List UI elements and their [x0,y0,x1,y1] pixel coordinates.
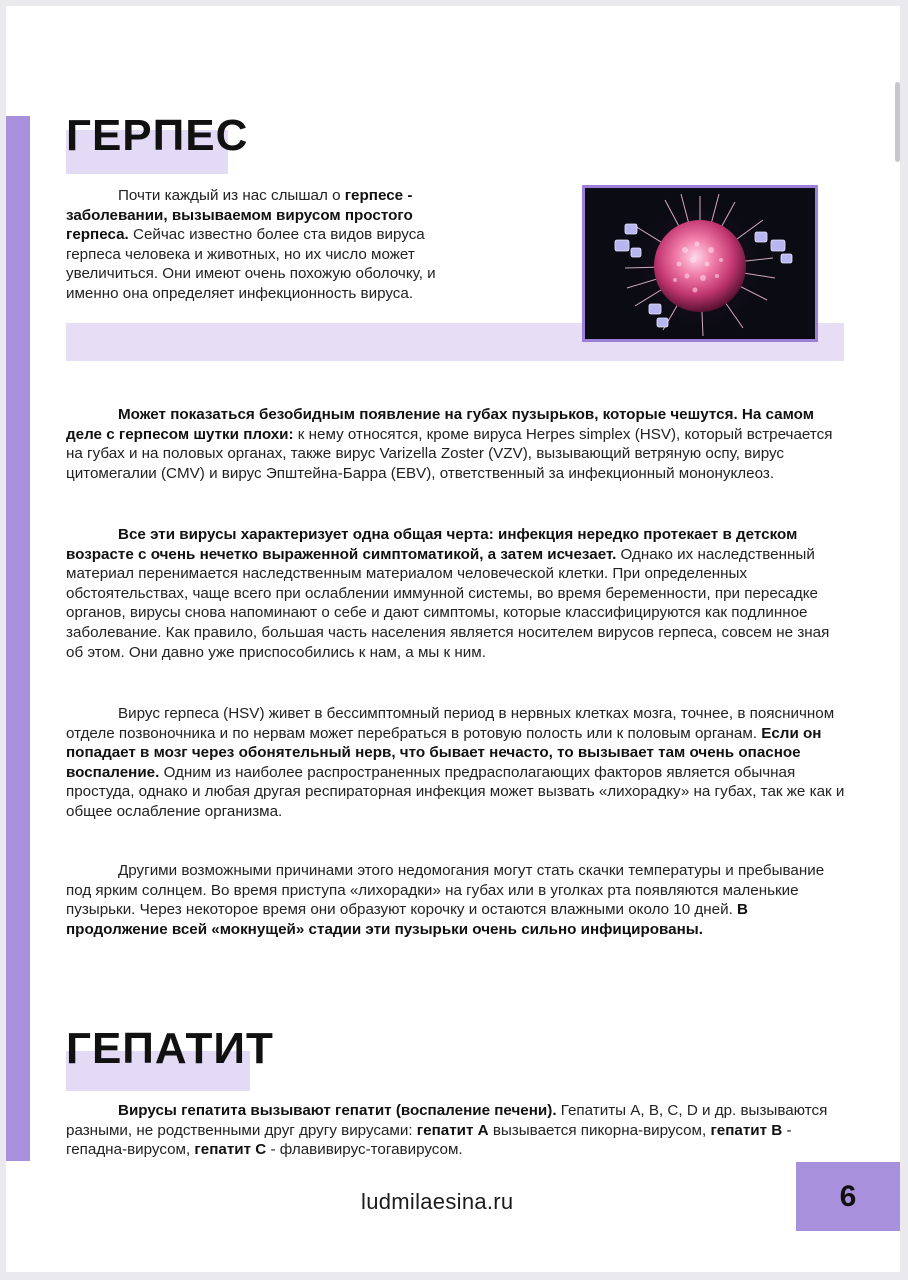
virus-image [582,185,818,342]
page-number-box [796,1162,900,1231]
hepatitis-heading-text: ГЕПАТИТ [66,1024,274,1073]
herpes-heading [66,111,249,160]
virus-illustration [585,188,815,339]
document-page [6,6,900,1272]
herpes-paragraph-2: Может показаться безобидным появление на губах пузырьков, которые чешутся. На самом деле с герпесом шутки плохи: к нему относятся, кроме вируса Herpes simplex (HSV), который встречается на губах и на половых органах, также вирус Varizella Zoster (VZV), вызывающий ветряную оспу, вирус цитомегалии (CMV) и вирус Эпштейна-Барра (EBV), ответственный за инфекционный мононуклеоз. [66,406,833,482]
page-number: 6 [839,1180,857,1213]
hepatitis-paragraph-1: Вирусы гепатита вызывают гепатит (воспаление печени). Гепатиты A, B, C, D и др. вызываются разными, не родственными друг другу вирусами: гепатит А вызывается пикорна-вирусом, гепатит B - гепадна-вирусом, гепатит C - флавивирус-тогавирусом. [66,1102,828,1159]
herpes-intro-paragraph: Почти каждый из нас слышал о герпесе - заболевании, вызываемом вирусом простого герпеса. Сейчас известно более ста видов вируса герпеса человека и животных, но их число может увеличиться. Они имеют очень похожую оболочку, и именно она определяет инфекционность вируса. [66,187,436,302]
herpes-paragraph-3: Все эти вирусы характеризует одна общая черта: инфекция нередко протекает в детском возрасте с очень нечетко выраженной симптоматикой, а затем исчезает. Однако их наследственный материал перенимается наследственным материалом человеческой клетки. При определенных обстоятельствах, чаще всего при ослаблении иммунной системы, во время беременности, при пересадке органов, вирусы снова напоминают о себе и дают симптомы, которые классифицируются как подлинное заболевание. Как правило, большая часть населения является носителем вирусов герпеса, совсем не зная об этом. Они давно уже приспособились к нам, а мы к ним. [66,526,830,661]
hepatitis-heading [66,1024,274,1073]
scrollbar-thumb[interactable] [895,82,900,162]
herpes-heading-text: ГЕРПЕС [66,111,249,160]
left-accent-bar [6,116,30,1161]
herpes-paragraph-5: Другими возможными причинами этого недомогания могут стать скачки температуры и пребывание под ярким солнцем. Во время приступа «лихорадки» на губах или в уголках рта появляются маленькие пузырьки. Через некоторое время они образуют корочку и остаются влажными около 10 дней. В продолжение всей «мокнущей» стадии эти пузырьки очень сильно инфицированы. [66,862,825,938]
herpes-paragraph-4: Вирус герпеса (HSV) живет в бессимптомный период в нервных клетках мозга, точнее, в поясничном отделе позвоночника и по нервам может перебраться в ротовую полость или к половым органам. Если он попадает в мозг через обонятельный нерв, что бывает нечасто, то вызывает там очень опасное воспаление. Одним из наиболее распространенных предрасполагающих факторов является обычная простуда, однако и любая другая респираторная инфекция может вызвать «лихорадку» на губах, так же как и общее ослабление организма. [66,705,845,820]
footer-site-url: ludmilaesina.ru [361,1189,514,1214]
